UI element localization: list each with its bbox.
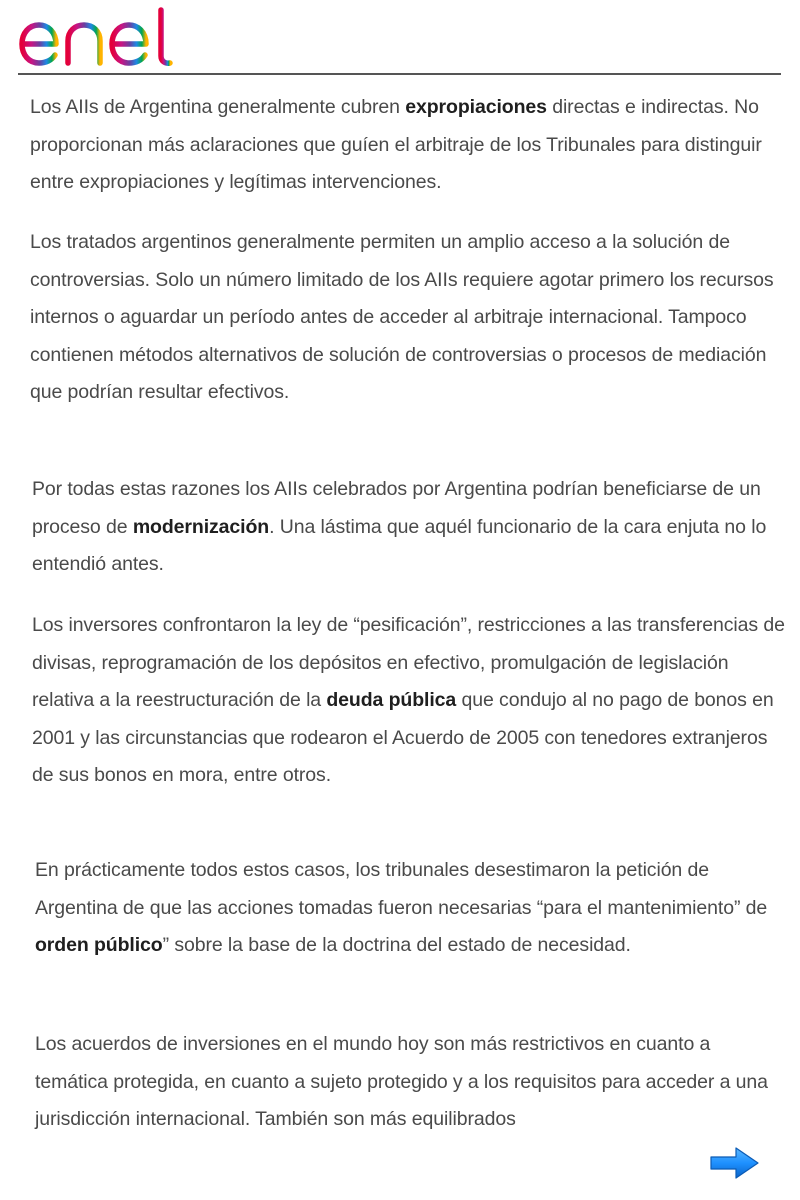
paragraph-2	[30, 224, 785, 412]
paragraph-4-text-start: Los inversores confrontaron la ley de “pesificación”, restricciones a las transferencias de divisas, reprogramación de los depósitos en efectivo, promulgación de legislación relativa a la reestructuración de la	[32, 614, 785, 711]
paragraph-5	[35, 852, 785, 965]
paragraph-3-text-start: Por todas estas razones los AIIs celebrados por Argentina podrían beneficiarse de un proceso de	[32, 478, 761, 538]
paragraph-3	[32, 471, 782, 584]
right-arrow-icon[interactable]	[708, 1146, 760, 1180]
paragraph-1-text-start: Los AIIs de Argentina generalmente cubren	[30, 96, 406, 118]
keyword-deuda-publica: deuda pública	[326, 689, 457, 711]
paragraph-1	[30, 89, 785, 202]
paragraph-6	[35, 1026, 785, 1139]
paragraph-4-text-end: que condujo al no pago de bonos en 2001 y las circunstancias que rodearon el Acuerdo de 2005 con tenedores extranjeros de sus bonos en mora, entre otros.	[32, 689, 774, 786]
paragraph-3-text-end: . Una lástima que aquél funcionario de la cara enjuta no lo entendió antes.	[32, 515, 767, 575]
paragraph-4	[32, 607, 792, 795]
keyword-modernizacion: modernización	[132, 515, 270, 538]
keyword-expropiaciones: expropiaciones	[405, 96, 547, 118]
paragraph-1-text-end: directas e indirectas. No proporcionan más aclaraciones que guíen el arbitraje de los Tribunales para distinguir entre expropiaciones y legítimas intervenciones.	[30, 96, 762, 193]
paragraph-6-text: Los acuerdos de inversiones en el mundo hoy son más restrictivos en cuanto a temática protegida, en cuanto a sujeto protegido y a los requisitos para acceder a una jurisdicción internacional. También son más equilibrados	[35, 1033, 768, 1130]
paragraph-5-text-start: En prácticamente todos estos casos, los tribunales desestimaron la petición de Argentina de que las acciones tomadas fueron necesarias “para el mantenimiento” de	[35, 859, 768, 919]
paragraph-5-text-end: ” sobre la base de la doctrina del estado de necesidad.	[162, 934, 631, 956]
paragraph-2-text: Los tratados argentinos generalmente permiten un amplio acceso a la solución de controversias. Solo un número limitado de los AIIs requiere agotar primero los recursos internos o aguardar un período antes de acceder al arbitraje internacional. Tampoco contienen métodos alternativos de solución de controversias o procesos de mediación que podrían resultar efectivos.	[30, 231, 774, 403]
keyword-orden-publico: orden público	[35, 934, 163, 956]
